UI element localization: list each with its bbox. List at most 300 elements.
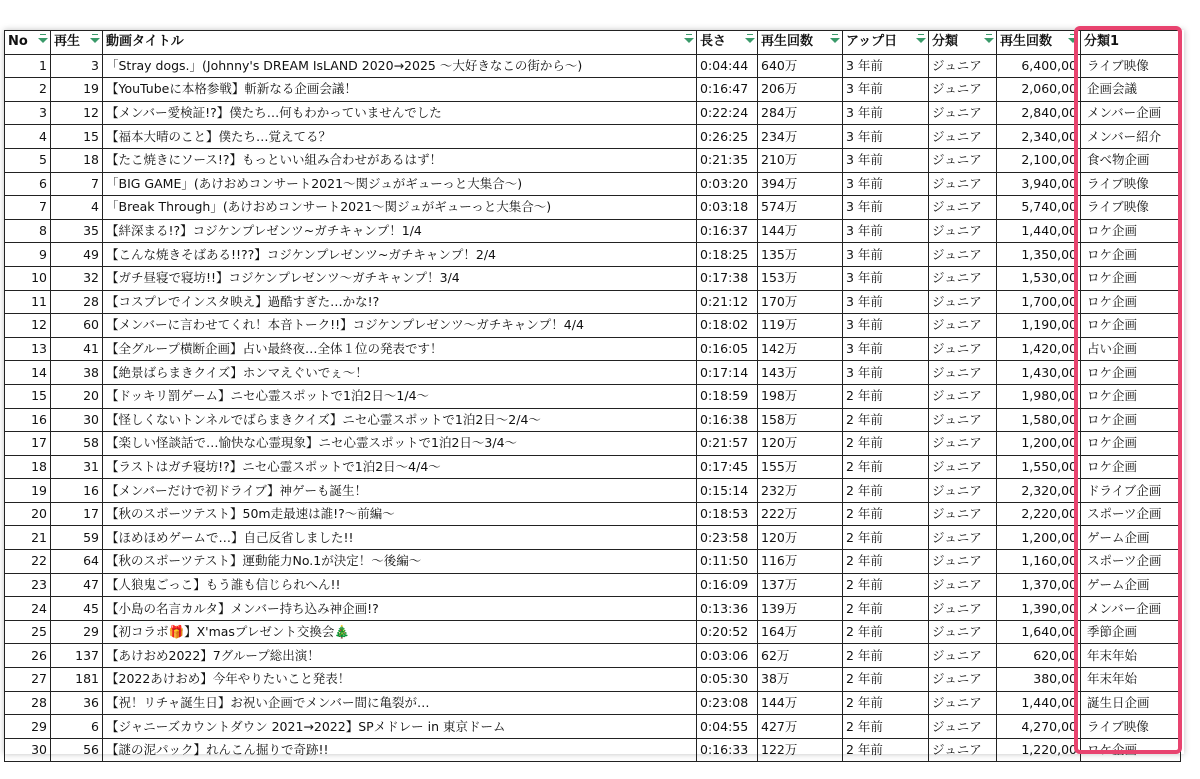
cell-length[interactable]: 0:15:14 xyxy=(697,479,758,503)
filter-icon[interactable] xyxy=(1068,38,1078,43)
cell-play[interactable]: 3 xyxy=(51,54,103,78)
cell-views-numeric[interactable]: 1,160,00 xyxy=(997,550,1081,574)
cell-play[interactable]: 30 xyxy=(51,408,103,432)
cell-views-numeric[interactable]: 1,390,00 xyxy=(997,597,1081,621)
cell-category1[interactable]: メンバー企画 xyxy=(1081,101,1181,125)
cell-play[interactable]: 49 xyxy=(51,243,103,267)
cell-views[interactable]: 62万 xyxy=(758,644,843,668)
cell-play[interactable]: 41 xyxy=(51,337,103,361)
cell-no[interactable]: 13 xyxy=(5,337,51,361)
cell-upload-date[interactable]: 2 年前 xyxy=(843,620,929,644)
cell-length[interactable]: 0:17:45 xyxy=(697,455,758,479)
cell-views[interactable]: 144万 xyxy=(758,219,843,243)
cell-category[interactable]: ジュニア xyxy=(929,502,997,526)
cell-upload-date[interactable]: 3 年前 xyxy=(843,54,929,78)
cell-views[interactable]: 142万 xyxy=(758,337,843,361)
table-row xyxy=(5,78,1181,102)
cell-upload-date[interactable]: 2 年前 xyxy=(843,668,929,692)
cell-upload-date[interactable]: 2 年前 xyxy=(843,526,929,550)
filter-icon[interactable] xyxy=(38,38,48,43)
cell-views[interactable]: 222万 xyxy=(758,502,843,526)
cell-category1[interactable]: 食べ物企画 xyxy=(1081,148,1181,172)
cell-title[interactable]: 【絆深まる!?】コジケンプレゼンツ~ガチキャンプ！1/4 xyxy=(103,219,697,243)
filter-icon[interactable] xyxy=(916,38,926,43)
cell-category1[interactable]: ロケ企画 xyxy=(1081,455,1181,479)
cell-length[interactable]: 0:03:20 xyxy=(697,172,758,196)
cell-views-numeric[interactable]: 2,840,00 xyxy=(997,101,1081,125)
cell-category1[interactable]: ロケ企画 xyxy=(1081,384,1181,408)
cell-category[interactable]: ジュニア xyxy=(929,54,997,78)
cell-length[interactable]: 0:16:37 xyxy=(697,219,758,243)
cell-views-numeric[interactable]: 1,190,00 xyxy=(997,314,1081,338)
cell-title[interactable]: 【祝！リチャ誕生日】お祝い企画でメンバー間に亀裂が… xyxy=(103,691,697,715)
cell-views[interactable]: 135万 xyxy=(758,243,843,267)
cell-views[interactable]: 234万 xyxy=(758,125,843,149)
cell-category1[interactable]: ライブ映像 xyxy=(1081,715,1181,739)
cell-views[interactable]: 119万 xyxy=(758,314,843,338)
cell-upload-date[interactable]: 2 年前 xyxy=(843,597,929,621)
cell-no[interactable]: 20 xyxy=(5,502,51,526)
column-header-no[interactable]: No xyxy=(5,31,51,55)
cell-category1[interactable]: 年末年始 xyxy=(1081,644,1181,668)
cell-title[interactable]: 【メンバーだけで初ドライブ】神ゲーも誕生！ xyxy=(103,479,697,503)
cell-length[interactable]: 0:03:18 xyxy=(697,196,758,220)
cell-category[interactable]: ジュニア xyxy=(929,78,997,102)
cell-no[interactable]: 11 xyxy=(5,290,51,314)
cell-views-numeric[interactable]: 1,640,00 xyxy=(997,620,1081,644)
cell-no[interactable]: 12 xyxy=(5,314,51,338)
cell-category[interactable]: ジュニア xyxy=(929,337,997,361)
cell-no[interactable]: 30 xyxy=(5,738,51,762)
cell-play[interactable]: 47 xyxy=(51,573,103,597)
cell-views[interactable]: 284万 xyxy=(758,101,843,125)
cell-category[interactable]: ジュニア xyxy=(929,479,997,503)
cell-title[interactable]: 【小島の名言カルタ】メンバー持ち込み神企画!? xyxy=(103,597,697,621)
cell-upload-date[interactable]: 2 年前 xyxy=(843,408,929,432)
cell-no[interactable]: 27 xyxy=(5,668,51,692)
cell-no[interactable]: 28 xyxy=(5,691,51,715)
cell-length[interactable]: 0:21:57 xyxy=(697,432,758,456)
cell-length[interactable]: 0:17:14 xyxy=(697,361,758,385)
cell-length[interactable]: 0:21:35 xyxy=(697,148,758,172)
cell-length[interactable]: 0:17:38 xyxy=(697,266,758,290)
cell-no[interactable]: 3 xyxy=(5,101,51,125)
cell-title[interactable]: 【メンバーに言わせてくれ！本音トーク!!】コジケンプレゼンツ～ガチキャンプ！4/4 xyxy=(103,314,697,338)
cell-views[interactable]: 232万 xyxy=(758,479,843,503)
table-row xyxy=(5,455,1181,479)
table-row xyxy=(5,219,1181,243)
cell-length[interactable]: 0:16:33 xyxy=(697,738,758,762)
cell-title[interactable]: 【初コラボ🎁】X'masプレゼント交換会🎄 xyxy=(103,620,697,644)
cell-upload-date[interactable]: 3 年前 xyxy=(843,196,929,220)
cell-category[interactable]: ジュニア xyxy=(929,172,997,196)
cell-views[interactable]: 155万 xyxy=(758,455,843,479)
cell-upload-date[interactable]: 3 年前 xyxy=(843,172,929,196)
cell-upload-date[interactable]: 2 年前 xyxy=(843,550,929,574)
cell-category[interactable]: ジュニア xyxy=(929,644,997,668)
cell-length[interactable]: 0:18:02 xyxy=(697,314,758,338)
cell-title[interactable]: 【ドッキリ罰ゲーム】ニセ心霊スポットで1泊2日～1/4～ xyxy=(103,384,697,408)
cell-length[interactable]: 0:21:12 xyxy=(697,290,758,314)
cell-title[interactable]: 【こんな焼きそばある!!??】コジケンプレゼンツ~ガチキャンプ！2/4 xyxy=(103,243,697,267)
cell-category1[interactable]: ライブ映像 xyxy=(1081,196,1181,220)
cell-category[interactable]: ジュニア xyxy=(929,573,997,597)
filter-icon[interactable] xyxy=(90,38,100,43)
cell-length[interactable]: 0:13:36 xyxy=(697,597,758,621)
cell-play[interactable]: 6 xyxy=(51,715,103,739)
cell-upload-date[interactable]: 2 年前 xyxy=(843,455,929,479)
cell-play[interactable]: 29 xyxy=(51,620,103,644)
cell-upload-date[interactable]: 3 年前 xyxy=(843,314,929,338)
cell-play[interactable]: 4 xyxy=(51,196,103,220)
column-header-category1[interactable]: 分類1 xyxy=(1081,31,1181,55)
cell-no[interactable]: 22 xyxy=(5,550,51,574)
cell-views[interactable]: 210万 xyxy=(758,148,843,172)
cell-title[interactable]: 【怪しくないトンネルでばらまきクイズ】ニセ心霊スポットで1泊2日～2/4～ xyxy=(103,408,697,432)
cell-category1[interactable]: ロケ企画 xyxy=(1081,738,1181,762)
cell-category1[interactable]: ライブ映像 xyxy=(1081,172,1181,196)
cell-views-numeric[interactable]: 5,740,00 xyxy=(997,196,1081,220)
cell-category1[interactable]: メンバー企画 xyxy=(1081,597,1181,621)
cell-length[interactable]: 0:05:30 xyxy=(697,668,758,692)
table-row xyxy=(5,172,1181,196)
cell-no[interactable]: 2 xyxy=(5,78,51,102)
cell-play[interactable]: 32 xyxy=(51,266,103,290)
cell-category1[interactable]: ロケ企画 xyxy=(1081,361,1181,385)
cell-views-numeric[interactable]: 380,00 xyxy=(997,668,1081,692)
cell-upload-date[interactable]: 3 年前 xyxy=(843,266,929,290)
cell-no[interactable]: 17 xyxy=(5,432,51,456)
cell-length[interactable]: 0:26:25 xyxy=(697,125,758,149)
cell-upload-date[interactable]: 2 年前 xyxy=(843,573,929,597)
cell-play[interactable]: 59 xyxy=(51,526,103,550)
cell-upload-date[interactable]: 3 年前 xyxy=(843,101,929,125)
cell-length[interactable]: 0:16:47 xyxy=(697,78,758,102)
cell-play[interactable]: 17 xyxy=(51,502,103,526)
cell-play[interactable]: 137 xyxy=(51,644,103,668)
cell-category[interactable]: ジュニア xyxy=(929,738,997,762)
cell-no[interactable]: 26 xyxy=(5,644,51,668)
cell-upload-date[interactable]: 2 年前 xyxy=(843,384,929,408)
table-row xyxy=(5,691,1181,715)
cell-views-numeric[interactable]: 3,940,00 xyxy=(997,172,1081,196)
cell-views-numeric[interactable]: 1,980,00 xyxy=(997,384,1081,408)
table-row xyxy=(5,668,1181,692)
cell-views[interactable]: 116万 xyxy=(758,550,843,574)
cell-title[interactable]: 【福本大晴のこと】僕たち…覚えてる？ xyxy=(103,125,697,149)
cell-views[interactable]: 170万 xyxy=(758,290,843,314)
cell-category1[interactable]: メンバー紹介 xyxy=(1081,125,1181,149)
cell-views-numeric[interactable]: 6,400,00 xyxy=(997,54,1081,78)
column-header-views[interactable]: 再生回数 xyxy=(758,31,843,55)
cell-length[interactable]: 0:16:09 xyxy=(697,573,758,597)
cell-views-numeric[interactable]: 1,220,00 xyxy=(997,738,1081,762)
cell-category[interactable]: ジュニア xyxy=(929,668,997,692)
cell-play[interactable]: 7 xyxy=(51,172,103,196)
cell-category1[interactable]: ゲーム企画 xyxy=(1081,526,1181,550)
cell-no[interactable]: 9 xyxy=(5,243,51,267)
cell-category1[interactable]: ライブ映像 xyxy=(1081,54,1181,78)
cell-category1[interactable]: ロケ企画 xyxy=(1081,408,1181,432)
cell-upload-date[interactable]: 2 年前 xyxy=(843,432,929,456)
cell-upload-date[interactable]: 2 年前 xyxy=(843,479,929,503)
cell-no[interactable]: 8 xyxy=(5,219,51,243)
cell-views[interactable]: 120万 xyxy=(758,526,843,550)
cell-views-numeric[interactable]: 2,060,00 xyxy=(997,78,1081,102)
cell-category[interactable]: ジュニア xyxy=(929,408,997,432)
cell-upload-date[interactable]: 3 年前 xyxy=(843,78,929,102)
cell-upload-date[interactable]: 3 年前 xyxy=(843,243,929,267)
cell-views[interactable]: 143万 xyxy=(758,361,843,385)
cell-views[interactable]: 427万 xyxy=(758,715,843,739)
cell-upload-date[interactable]: 2 年前 xyxy=(843,715,929,739)
cell-length[interactable]: 0:11:50 xyxy=(697,550,758,574)
cell-no[interactable]: 10 xyxy=(5,266,51,290)
cell-category[interactable]: ジュニア xyxy=(929,455,997,479)
cell-title[interactable]: 【秋のスポーツテスト】運動能力No.1が決定！～後編～ xyxy=(103,550,697,574)
cell-category1[interactable]: ロケ企画 xyxy=(1081,290,1181,314)
cell-category[interactable]: ジュニア xyxy=(929,101,997,125)
cell-views[interactable]: 122万 xyxy=(758,738,843,762)
cell-views-numeric[interactable]: 1,440,00 xyxy=(997,691,1081,715)
cell-upload-date[interactable]: 3 年前 xyxy=(843,148,929,172)
cell-views-numeric[interactable]: 1,350,00 xyxy=(997,243,1081,267)
cell-no[interactable]: 6 xyxy=(5,172,51,196)
cell-category[interactable]: ジュニア xyxy=(929,219,997,243)
cell-play[interactable]: 18 xyxy=(51,148,103,172)
cell-upload-date[interactable]: 2 年前 xyxy=(843,738,929,762)
cell-views-numeric[interactable]: 1,200,00 xyxy=(997,526,1081,550)
cell-views-numeric[interactable]: 2,220,00 xyxy=(997,502,1081,526)
cell-play[interactable]: 12 xyxy=(51,101,103,125)
cell-no[interactable]: 24 xyxy=(5,597,51,621)
cell-length[interactable]: 0:04:44 xyxy=(697,54,758,78)
cell-title[interactable]: 【ガチ昼寝で寝坊!!】コジケンプレゼンツ～ガチキャンプ！3/4 xyxy=(103,266,697,290)
filter-icon[interactable] xyxy=(830,38,840,43)
cell-play[interactable]: 58 xyxy=(51,432,103,456)
cell-upload-date[interactable]: 3 年前 xyxy=(843,290,929,314)
table-row xyxy=(5,644,1181,668)
cell-category1[interactable]: 企画会議 xyxy=(1081,78,1181,102)
cell-title[interactable]: 【あけおめ2022】7グループ総出演！ xyxy=(103,644,697,668)
cell-views[interactable]: 137万 xyxy=(758,573,843,597)
cell-no[interactable]: 14 xyxy=(5,361,51,385)
header-row xyxy=(5,31,1181,55)
cell-title[interactable]: 【人狼鬼ごっこ】もう誰も信じられへん!! xyxy=(103,573,697,597)
cell-category1[interactable]: ロケ企画 xyxy=(1081,219,1181,243)
cell-no[interactable]: 19 xyxy=(5,479,51,503)
cell-play[interactable]: 45 xyxy=(51,597,103,621)
cell-no[interactable]: 23 xyxy=(5,573,51,597)
cell-category[interactable]: ジュニア xyxy=(929,597,997,621)
cell-length[interactable]: 0:18:25 xyxy=(697,243,758,267)
cell-play[interactable]: 28 xyxy=(51,290,103,314)
cell-title[interactable]: 【ジャニーズカウントダウン 2021→2022】SPメドレー in 東京ドーム xyxy=(103,715,697,739)
cell-category1[interactable]: 季節企画 xyxy=(1081,620,1181,644)
cell-category1[interactable]: ロケ企画 xyxy=(1081,266,1181,290)
cell-length[interactable]: 0:16:05 xyxy=(697,337,758,361)
cell-length[interactable]: 0:18:53 xyxy=(697,502,758,526)
cell-length[interactable]: 0:23:08 xyxy=(697,691,758,715)
cell-views-numeric[interactable]: 1,440,00 xyxy=(997,219,1081,243)
cell-category1[interactable]: ドライブ企画 xyxy=(1081,479,1181,503)
cell-upload-date[interactable]: 3 年前 xyxy=(843,219,929,243)
cell-title[interactable]: 「Stray dogs.」(Johnny's DREAM IsLAND 2020→2025 ～大好きなこの街から～) xyxy=(103,54,697,78)
cell-title[interactable]: 【楽しい怪談話で…愉快な心霊現象】ニセ心霊スポットで1泊2日～3/4～ xyxy=(103,432,697,456)
cell-category[interactable]: ジュニア xyxy=(929,243,997,267)
cell-category[interactable]: ジュニア xyxy=(929,384,997,408)
cell-category[interactable]: ジュニア xyxy=(929,314,997,338)
cell-views[interactable]: 164万 xyxy=(758,620,843,644)
cell-title[interactable]: 【YouTubeに本格参戦】斬新なる企画会議！ xyxy=(103,78,697,102)
cell-play[interactable]: 16 xyxy=(51,479,103,503)
table-row xyxy=(5,738,1181,762)
cell-views[interactable]: 139万 xyxy=(758,597,843,621)
cell-views-numeric[interactable]: 1,420,00 xyxy=(997,337,1081,361)
cell-play[interactable]: 35 xyxy=(51,219,103,243)
cell-no[interactable]: 29 xyxy=(5,715,51,739)
cell-category[interactable]: ジュニア xyxy=(929,196,997,220)
cell-views-numeric[interactable]: 1,530,00 xyxy=(997,266,1081,290)
cell-views-numeric[interactable]: 4,270,00 xyxy=(997,715,1081,739)
column-header-play[interactable]: 再生 xyxy=(51,31,103,55)
cell-views[interactable]: 198万 xyxy=(758,384,843,408)
cell-views-numeric[interactable]: 2,340,00 xyxy=(997,125,1081,149)
cell-views-numeric[interactable]: 2,320,00 xyxy=(997,479,1081,503)
table-row xyxy=(5,432,1181,456)
cell-views-numeric[interactable]: 2,100,00 xyxy=(997,148,1081,172)
cell-category1[interactable]: 誕生日企画 xyxy=(1081,691,1181,715)
cell-views-numeric[interactable]: 1,200,00 xyxy=(997,432,1081,456)
cell-no[interactable]: 25 xyxy=(5,620,51,644)
cell-category[interactable]: ジュニア xyxy=(929,550,997,574)
cell-play[interactable]: 19 xyxy=(51,78,103,102)
cell-play[interactable]: 20 xyxy=(51,384,103,408)
cell-views[interactable]: 574万 xyxy=(758,196,843,220)
cell-play[interactable]: 38 xyxy=(51,361,103,385)
cell-category1[interactable]: 占い企画 xyxy=(1081,337,1181,361)
cell-title[interactable]: 【謎の泥パック】れんこん掘りで奇跡!! xyxy=(103,738,697,762)
cell-views-numeric[interactable]: 1,370,00 xyxy=(997,573,1081,597)
cell-category1[interactable]: ロケ企画 xyxy=(1081,243,1181,267)
column-header-title[interactable]: 動画タイトル xyxy=(103,31,697,55)
cell-title[interactable]: 【コスプレでインスタ映え】過酷すぎた…かな!? xyxy=(103,290,697,314)
cell-category1[interactable]: ロケ企画 xyxy=(1081,314,1181,338)
cell-upload-date[interactable]: 2 年前 xyxy=(843,691,929,715)
table-row xyxy=(5,597,1181,621)
cell-views-numeric[interactable]: 1,580,00 xyxy=(997,408,1081,432)
column-header-upload-date[interactable]: アップ日 xyxy=(843,31,929,55)
table-row xyxy=(5,314,1181,338)
cell-no[interactable]: 16 xyxy=(5,408,51,432)
cell-views[interactable]: 120万 xyxy=(758,432,843,456)
cell-upload-date[interactable]: 3 年前 xyxy=(843,361,929,385)
cell-no[interactable]: 5 xyxy=(5,148,51,172)
cell-category[interactable]: ジュニア xyxy=(929,691,997,715)
cell-views[interactable]: 153万 xyxy=(758,266,843,290)
filter-icon[interactable] xyxy=(984,38,994,43)
cell-play[interactable]: 56 xyxy=(51,738,103,762)
cell-length[interactable]: 0:16:38 xyxy=(697,408,758,432)
cell-play[interactable]: 64 xyxy=(51,550,103,574)
cell-length[interactable]: 0:18:59 xyxy=(697,384,758,408)
cell-title[interactable]: 「BIG GAME」(あけおめコンサート2021～関ジュがギューっと大集合～) xyxy=(103,172,697,196)
cell-title[interactable]: 【2022あけおめ】今年やりたいこと発表！ xyxy=(103,668,697,692)
cell-upload-date[interactable]: 2 年前 xyxy=(843,644,929,668)
cell-length[interactable]: 0:22:24 xyxy=(697,101,758,125)
cell-length[interactable]: 0:20:52 xyxy=(697,620,758,644)
cell-play[interactable]: 181 xyxy=(51,668,103,692)
cell-upload-date[interactable]: 2 年前 xyxy=(843,502,929,526)
cell-category[interactable]: ジュニア xyxy=(929,290,997,314)
cell-title[interactable]: 【絶景ばらまきクイズ】ホンマえぐいでぇ～！ xyxy=(103,361,697,385)
cell-play[interactable]: 36 xyxy=(51,691,103,715)
cell-views[interactable]: 144万 xyxy=(758,691,843,715)
cell-length[interactable]: 0:23:58 xyxy=(697,526,758,550)
filter-icon[interactable] xyxy=(684,38,694,43)
cell-views[interactable]: 640万 xyxy=(758,54,843,78)
cell-title[interactable]: 【ほめほめゲームで…】自己反省しました!! xyxy=(103,526,697,550)
cell-views[interactable]: 38万 xyxy=(758,668,843,692)
cell-category[interactable]: ジュニア xyxy=(929,526,997,550)
cell-category[interactable]: ジュニア xyxy=(929,432,997,456)
cell-length[interactable]: 0:03:06 xyxy=(697,644,758,668)
filter-icon[interactable] xyxy=(745,38,755,43)
column-header-views-numeric[interactable]: 再生回数 xyxy=(997,31,1081,55)
cell-category[interactable]: ジュニア xyxy=(929,266,997,290)
cell-views-numeric[interactable]: 1,700,00 xyxy=(997,290,1081,314)
cell-play[interactable]: 31 xyxy=(51,455,103,479)
cell-views-numeric[interactable]: 1,550,00 xyxy=(997,455,1081,479)
cell-no[interactable]: 1 xyxy=(5,54,51,78)
cell-category1[interactable]: ゲーム企画 xyxy=(1081,573,1181,597)
column-header-length[interactable]: 長さ xyxy=(697,31,758,55)
cell-upload-date[interactable]: 3 年前 xyxy=(843,125,929,149)
cell-category[interactable]: ジュニア xyxy=(929,715,997,739)
cell-category1[interactable]: 年末年始 xyxy=(1081,668,1181,692)
cell-views-numeric[interactable]: 1,430,00 xyxy=(997,361,1081,385)
cell-play[interactable]: 15 xyxy=(51,125,103,149)
cell-play[interactable]: 60 xyxy=(51,314,103,338)
cell-category[interactable]: ジュニア xyxy=(929,620,997,644)
cell-title[interactable]: 【ラストはガチ寝坊!?】ニセ心霊スポットで1泊2日～4/4～ xyxy=(103,455,697,479)
cell-views[interactable]: 158万 xyxy=(758,408,843,432)
table-row xyxy=(5,101,1181,125)
cell-category[interactable]: ジュニア xyxy=(929,361,997,385)
cell-title[interactable]: 「Break Through」(あけおめコンサート2021～関ジュがギューっと大集合～) xyxy=(103,196,697,220)
cell-views[interactable]: 206万 xyxy=(758,78,843,102)
cell-title[interactable]: 【秋のスポーツテスト】50m走最速は誰!?～前編～ xyxy=(103,502,697,526)
cell-category1[interactable]: ロケ企画 xyxy=(1081,432,1181,456)
cell-category[interactable]: ジュニア xyxy=(929,125,997,149)
cell-category1[interactable]: スポーツ企画 xyxy=(1081,502,1181,526)
cell-no[interactable]: 7 xyxy=(5,196,51,220)
cell-no[interactable]: 18 xyxy=(5,455,51,479)
cell-title[interactable]: 【全グループ横断企画】占い最終夜…全体１位の発表です！ xyxy=(103,337,697,361)
column-header-category[interactable]: 分類 xyxy=(929,31,997,55)
cell-upload-date[interactable]: 3 年前 xyxy=(843,337,929,361)
cell-length[interactable]: 0:04:55 xyxy=(697,715,758,739)
cell-title[interactable]: 【たこ焼きにソース!?】もっといい組み合わせがあるはず！ xyxy=(103,148,697,172)
cell-no[interactable]: 21 xyxy=(5,526,51,550)
cell-no[interactable]: 4 xyxy=(5,125,51,149)
cell-category1[interactable]: スポーツ企画 xyxy=(1081,550,1181,574)
cell-title[interactable]: 【メンバー愛検証!?】僕たち…何もわかっていませんでした xyxy=(103,101,697,125)
cell-views-numeric[interactable]: 620,00 xyxy=(997,644,1081,668)
cell-no[interactable]: 15 xyxy=(5,384,51,408)
cell-views[interactable]: 394万 xyxy=(758,172,843,196)
cell-category[interactable]: ジュニア xyxy=(929,148,997,172)
